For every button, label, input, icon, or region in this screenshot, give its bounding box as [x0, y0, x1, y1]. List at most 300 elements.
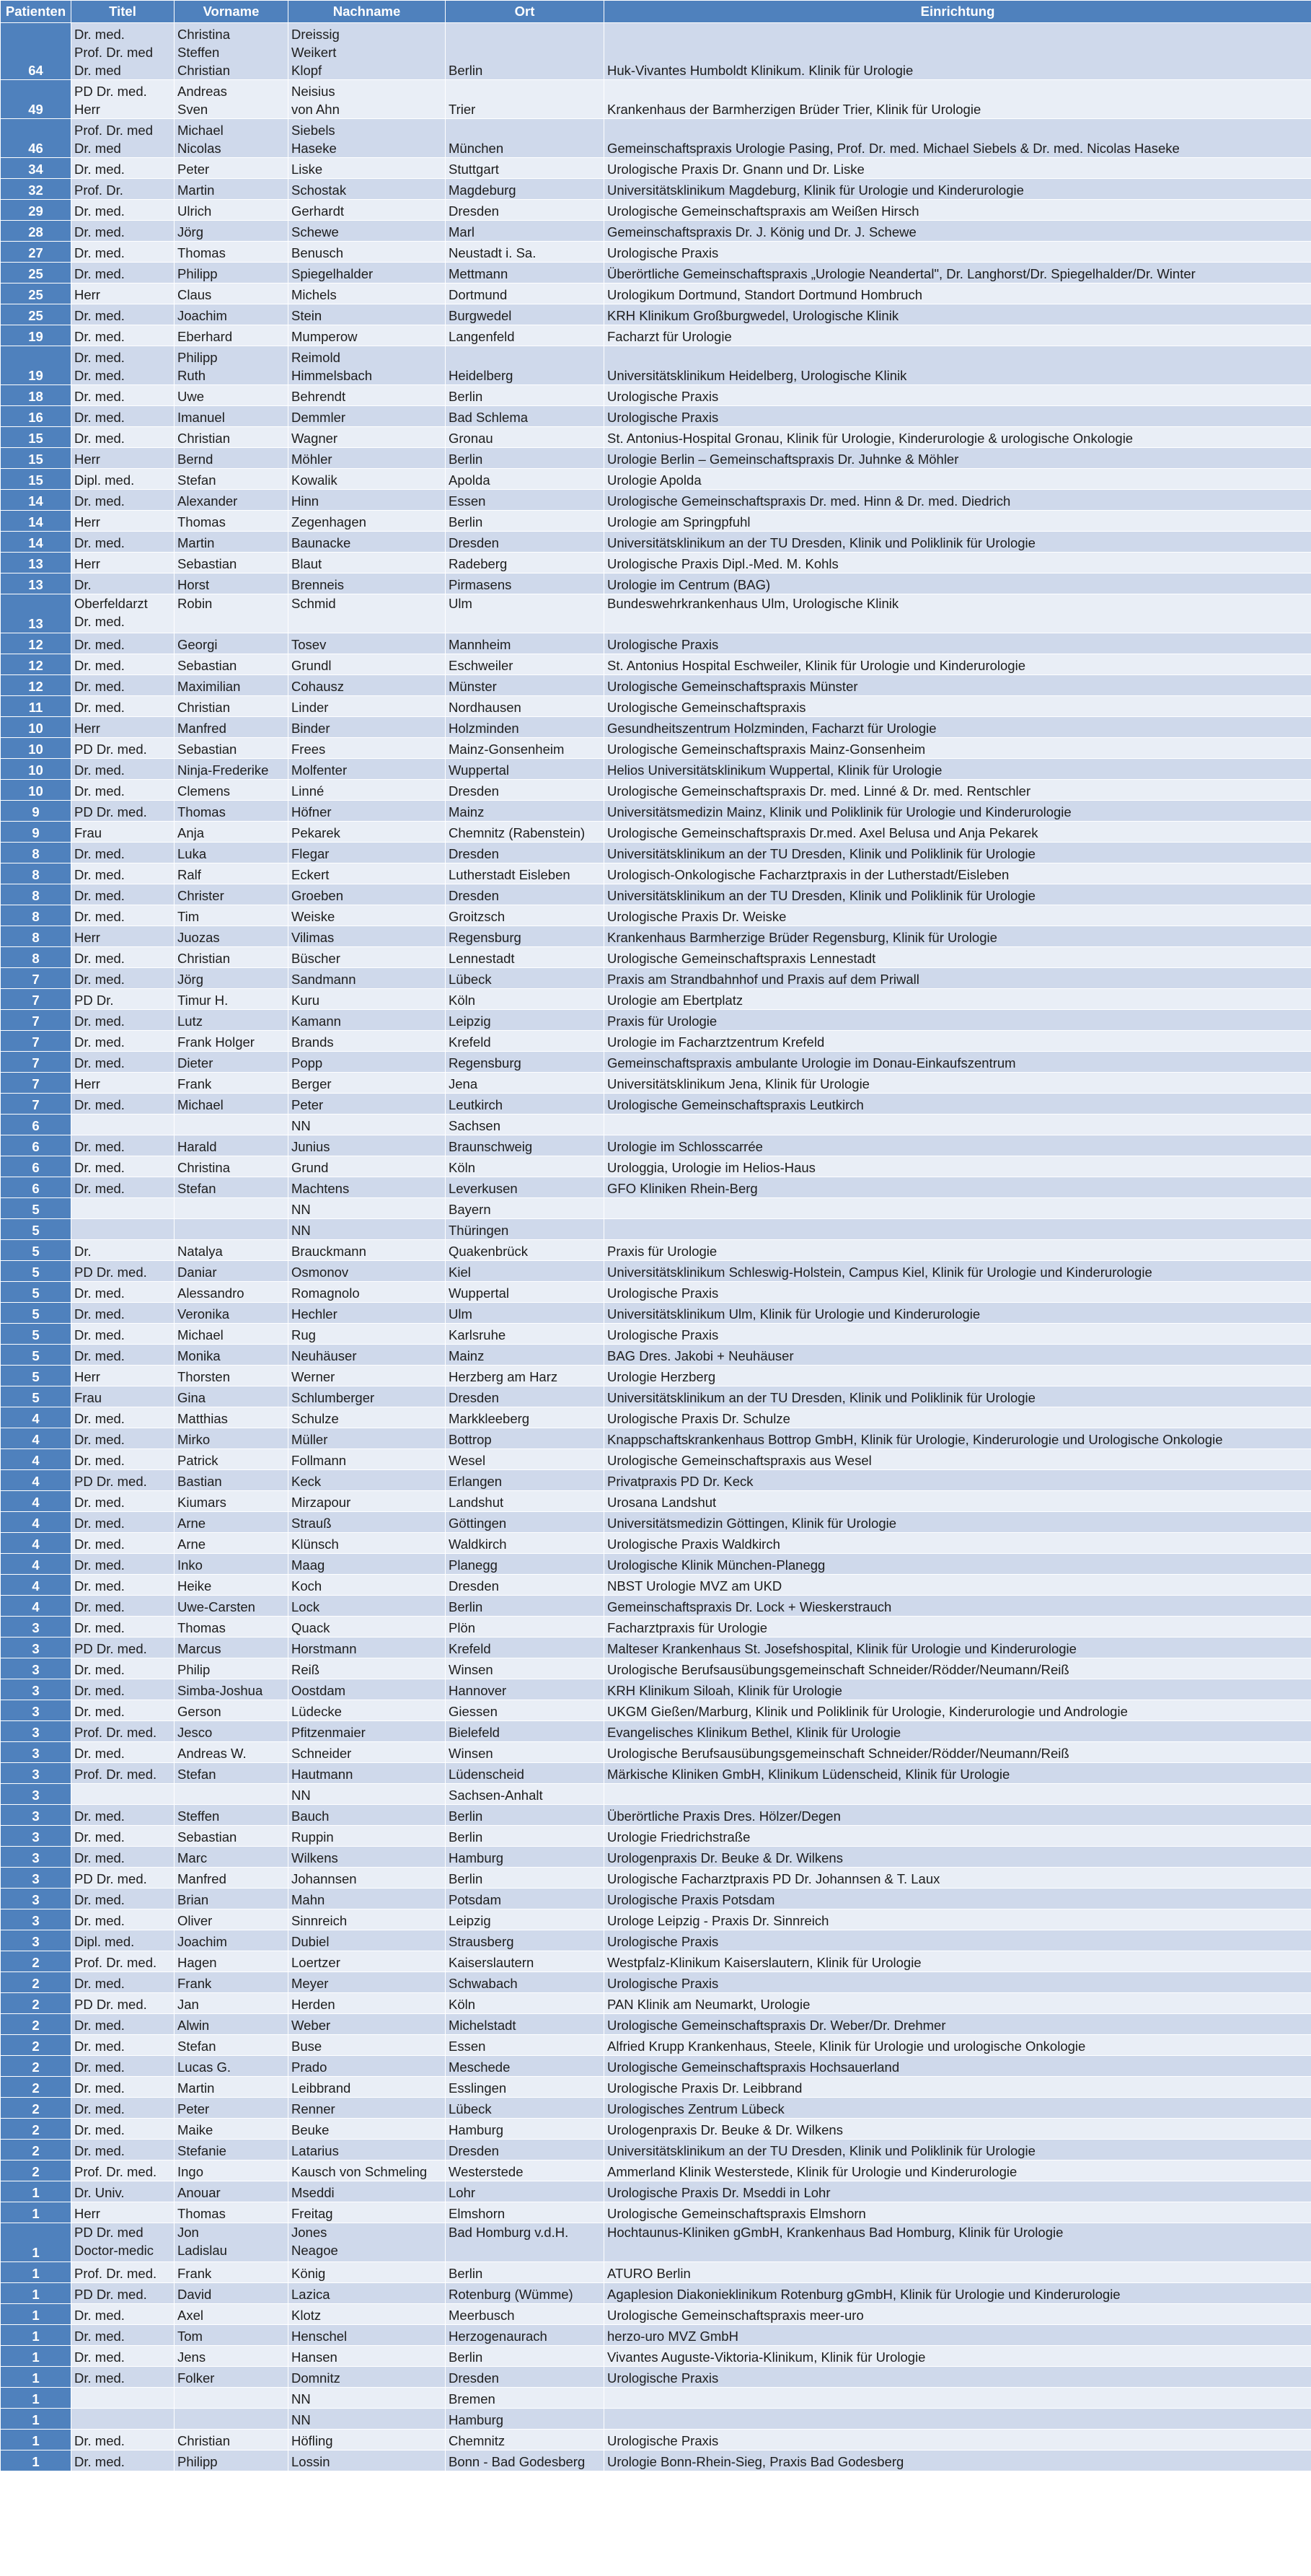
- title-cell: [71, 2056, 175, 2077]
- first-name-cell: [175, 2283, 288, 2304]
- title-cell-line: Dr. med.: [74, 1348, 125, 1363]
- title-cell: [71, 179, 175, 200]
- first-name-cell-line: Frank Holger: [177, 1034, 255, 1050]
- table-row[interactable]: [1, 1972, 1311, 1993]
- table-row[interactable]: [1, 2388, 1311, 2409]
- table-row[interactable]: [1, 633, 1311, 654]
- last-name-cell-line: Eckert: [291, 867, 330, 882]
- last-name-cell: [288, 717, 446, 738]
- header-ort[interactable]: Ort: [446, 1, 604, 23]
- title-cell: [71, 2388, 175, 2409]
- last-name-cell-line: Wagner: [291, 431, 338, 446]
- first-name-cell: [175, 2367, 288, 2388]
- last-name-cell: [288, 1219, 446, 1240]
- institution-cell: Urologie im Facharztzentrum Krefeld: [604, 1031, 1311, 1052]
- first-name-cell: [175, 1658, 288, 1679]
- institution-cell: Urologische Gemeinschaftspraxis meer-uro: [604, 2304, 1311, 2325]
- table-row[interactable]: [1, 2077, 1311, 2098]
- first-name-cell: [175, 738, 288, 759]
- patient-count: 64: [1, 23, 71, 80]
- last-name-cell-line: Herden: [291, 1997, 335, 2012]
- first-name-cell-line: Andreas W.: [177, 1746, 247, 1761]
- table-row[interactable]: [1, 200, 1311, 221]
- table-row[interactable]: [1, 119, 1311, 158]
- patient-count: 7: [1, 1031, 71, 1052]
- title-cell: [71, 1135, 175, 1156]
- title-cell-line: Dr. med.: [74, 308, 125, 323]
- title-cell: [71, 23, 175, 80]
- table-row[interactable]: [1, 1470, 1311, 1491]
- patient-count: 12: [1, 675, 71, 696]
- last-name-cell: [288, 633, 446, 654]
- table-row[interactable]: [1, 490, 1311, 511]
- title-cell: [71, 304, 175, 325]
- institution-cell: Agaplesion Diakonieklinikum Rotenburg gGmbH, Klinik für Urologie und Kinderurologie: [604, 2283, 1311, 2304]
- city-cell: Burgwedel: [446, 304, 604, 325]
- last-name-cell: [288, 1052, 446, 1073]
- table-row[interactable]: [1, 2325, 1311, 2346]
- last-name-cell-line: Höfling: [291, 2433, 333, 2448]
- table-row[interactable]: [1, 1177, 1311, 1198]
- title-cell: [71, 2119, 175, 2140]
- table-row[interactable]: [1, 553, 1311, 573]
- last-name-cell: [288, 1554, 446, 1575]
- table-row[interactable]: [1, 738, 1311, 759]
- table-row[interactable]: [1, 2346, 1311, 2367]
- first-name-cell: [175, 263, 288, 283]
- city-cell: Ulm: [446, 1303, 604, 1324]
- first-name-cell: [175, 200, 288, 221]
- table-row[interactable]: [1, 2430, 1311, 2450]
- first-name-cell: [175, 1219, 288, 1240]
- last-name-cell: [288, 2450, 446, 2471]
- table-row[interactable]: [1, 2283, 1311, 2304]
- table-row[interactable]: [1, 532, 1311, 553]
- table-row[interactable]: [1, 1700, 1311, 1721]
- table-row[interactable]: [1, 1658, 1311, 1679]
- table-row[interactable]: [1, 594, 1311, 633]
- table-row[interactable]: [1, 1449, 1311, 1470]
- table-row[interactable]: [1, 1428, 1311, 1449]
- first-name-cell-line: David: [177, 2287, 212, 2302]
- table-row[interactable]: [1, 654, 1311, 675]
- table-row[interactable]: [1, 385, 1311, 406]
- city-cell: Meerbusch: [446, 2304, 604, 2325]
- title-cell-line: PD Dr. med.: [74, 2287, 147, 2302]
- first-name-cell: [175, 1679, 288, 1700]
- table-row[interactable]: [1, 469, 1311, 490]
- first-name-cell-line: Clemens: [177, 783, 230, 799]
- city-cell: Braunschweig: [446, 1135, 604, 1156]
- table-row[interactable]: [1, 2056, 1311, 2077]
- patient-count: 15: [1, 427, 71, 448]
- patient-count: 5: [1, 1345, 71, 1366]
- city-cell: Leipzig: [446, 1909, 604, 1930]
- table-row[interactable]: [1, 2160, 1311, 2181]
- table-row[interactable]: [1, 1031, 1311, 1052]
- patient-count: 1: [1, 2367, 71, 2388]
- table-row[interactable]: [1, 843, 1311, 863]
- patient-count: 34: [1, 158, 71, 179]
- title-cell: [71, 1366, 175, 1386]
- last-name-cell: [288, 1658, 446, 1679]
- title-cell-line: Dr. med.: [74, 2433, 125, 2448]
- table-row[interactable]: [1, 573, 1311, 594]
- table-row[interactable]: [1, 448, 1311, 469]
- table-row[interactable]: [1, 158, 1311, 179]
- institution-cell: Gemeinschaftspraxis Dr. Lock + Wieskerstrauch: [604, 1596, 1311, 1617]
- title-cell-line: Dr. med.: [74, 1746, 125, 1761]
- title-cell: [71, 469, 175, 490]
- last-name-cell: [288, 1261, 446, 1282]
- title-cell: [71, 2262, 175, 2283]
- title-cell: [71, 594, 175, 633]
- last-name-cell-line: NN: [291, 1118, 311, 1133]
- table-row[interactable]: [1, 1638, 1311, 1658]
- title-cell-line: Dr. med.: [74, 245, 125, 260]
- table-row[interactable]: [1, 263, 1311, 283]
- institution-cell: Gesundheitszentrum Holzminden, Facharzt für Urologie: [604, 717, 1311, 738]
- table-row[interactable]: [1, 2181, 1311, 2202]
- table-row[interactable]: [1, 1721, 1311, 1742]
- table-row[interactable]: [1, 1198, 1311, 1219]
- table-row[interactable]: [1, 1261, 1311, 1282]
- table-row[interactable]: [1, 822, 1311, 843]
- last-name-cell-line: Spiegelhalder: [291, 266, 374, 281]
- table-row[interactable]: [1, 1156, 1311, 1177]
- header-nachname[interactable]: Nachname: [288, 1, 446, 23]
- table-row[interactable]: [1, 1679, 1311, 1700]
- table-row[interactable]: [1, 1951, 1311, 1972]
- city-cell: Quakenbrück: [446, 1240, 604, 1261]
- last-name-cell-line: Osmonov: [291, 1265, 349, 1280]
- first-name-cell-line: Eberhard: [177, 329, 233, 344]
- title-cell-line: Dr. med.: [74, 1537, 125, 1552]
- table-row[interactable]: [1, 675, 1311, 696]
- title-cell-line: Dr. med.: [74, 1327, 125, 1342]
- last-name-cell: [288, 1805, 446, 1826]
- table-row[interactable]: [1, 1930, 1311, 1951]
- last-name-cell: [288, 1010, 446, 1031]
- first-name-cell-line: Thomas: [177, 804, 226, 819]
- table-row[interactable]: [1, 1909, 1311, 1930]
- patient-count: 6: [1, 1177, 71, 1198]
- table-row[interactable]: [1, 406, 1311, 427]
- last-name-cell-line: Grund: [291, 1160, 329, 1175]
- table-row[interactable]: [1, 304, 1311, 325]
- first-name-cell: [175, 905, 288, 926]
- institution-cell: Urologische Gemeinschaftspraxis Hochsauerland: [604, 2056, 1311, 2077]
- city-cell: Elmshorn: [446, 2202, 604, 2223]
- table-row[interactable]: [1, 2450, 1311, 2471]
- first-name-cell-line: Sebastian: [177, 742, 237, 757]
- patient-count: 5: [1, 1324, 71, 1345]
- last-name-cell-line: Keck: [291, 1474, 322, 1489]
- title-cell: [71, 532, 175, 553]
- city-cell: Hamburg: [446, 2119, 604, 2140]
- institution-cell: Universitätsklinikum Ulm, Klinik für Urologie und Kinderurologie: [604, 1303, 1311, 1324]
- patient-count: 25: [1, 304, 71, 325]
- last-name-cell: [288, 385, 446, 406]
- table-row[interactable]: [1, 1386, 1311, 1407]
- table-row[interactable]: [1, 1282, 1311, 1303]
- last-name-cell: [288, 1638, 446, 1658]
- table-row[interactable]: [1, 1742, 1311, 1763]
- last-name-cell-line: Binder: [291, 721, 330, 736]
- table-row[interactable]: [1, 1596, 1311, 1617]
- table-row[interactable]: [1, 1868, 1311, 1889]
- institution-cell: Universitätsklinikum Schleswig-Holstein, Campus Kiel, Klinik für Urologie und Kinderurologie: [604, 1261, 1311, 1282]
- last-name-cell-line: Strauß: [291, 1516, 332, 1531]
- last-name-cell-line: Lazica: [291, 2287, 330, 2302]
- table-row[interactable]: [1, 1533, 1311, 1554]
- first-name-cell-line: Manfred: [177, 721, 226, 736]
- last-name-cell: [288, 1345, 446, 1366]
- table-row[interactable]: [1, 325, 1311, 346]
- table-row[interactable]: [1, 759, 1311, 780]
- institution-cell: Urologische Praxis: [604, 2430, 1311, 2450]
- table-row[interactable]: [1, 1052, 1311, 1073]
- last-name-cell: [288, 1763, 446, 1784]
- table-row[interactable]: [1, 427, 1311, 448]
- table-row[interactable]: [1, 2409, 1311, 2430]
- first-name-cell: [175, 2140, 288, 2160]
- table-row[interactable]: [1, 1826, 1311, 1847]
- table-row[interactable]: [1, 780, 1311, 801]
- institution-cell: Universitätsklinikum an der TU Dresden, Klinik und Poliklinik für Urologie: [604, 2140, 1311, 2160]
- table-row[interactable]: [1, 1135, 1311, 1156]
- table-row[interactable]: [1, 1889, 1311, 1909]
- table-row[interactable]: [1, 1324, 1311, 1345]
- title-cell-line: [74, 2411, 171, 2429]
- header-titel[interactable]: Titel: [71, 1, 175, 23]
- table-row[interactable]: [1, 2202, 1311, 2223]
- institution-cell: BAG Dres. Jakobi + Neuhäuser: [604, 1345, 1311, 1366]
- table-row[interactable]: [1, 179, 1311, 200]
- title-cell-line: Dr. med.: [74, 410, 125, 425]
- title-cell: [71, 1721, 175, 1742]
- table-row[interactable]: [1, 1407, 1311, 1428]
- table-row[interactable]: [1, 2140, 1311, 2160]
- patient-count: 8: [1, 905, 71, 926]
- first-name-cell-line: Martin: [177, 2080, 215, 2096]
- table-row[interactable]: [1, 1219, 1311, 1240]
- table-row[interactable]: [1, 1094, 1311, 1115]
- title-cell-line: Dr. med.: [74, 867, 125, 882]
- table-row[interactable]: [1, 1303, 1311, 1324]
- title-cell: [71, 1115, 175, 1135]
- table-row[interactable]: [1, 346, 1311, 385]
- title-cell: [71, 2160, 175, 2181]
- first-name-cell-line: Thomas: [177, 514, 226, 529]
- table-row[interactable]: [1, 511, 1311, 532]
- last-name-cell: [288, 221, 446, 242]
- table-row[interactable]: [1, 1366, 1311, 1386]
- city-cell: Wuppertal: [446, 1282, 604, 1303]
- table-row[interactable]: [1, 1805, 1311, 1826]
- title-cell-line: Herr: [74, 102, 100, 117]
- table-row[interactable]: [1, 1240, 1311, 1261]
- table-row[interactable]: [1, 884, 1311, 905]
- first-name-cell: [175, 759, 288, 780]
- title-cell-line: Dr. med: [74, 63, 121, 78]
- last-name-cell: [288, 738, 446, 759]
- table-row[interactable]: [1, 2014, 1311, 2035]
- table-row[interactable]: [1, 863, 1311, 884]
- city-cell: Herzogenaurach: [446, 2325, 604, 2346]
- table-row[interactable]: [1, 1784, 1311, 1805]
- table-row[interactable]: [1, 2262, 1311, 2283]
- last-name-cell-line: Quack: [291, 1620, 330, 1635]
- last-name-cell-line: Hinn: [291, 493, 319, 509]
- last-name-cell: [288, 1533, 446, 1554]
- table-row[interactable]: [1, 1115, 1311, 1135]
- header-einrichtung[interactable]: Einrichtung: [604, 1, 1311, 23]
- table-row[interactable]: [1, 2304, 1311, 2325]
- title-cell-line: Dr. med.: [74, 658, 125, 673]
- first-name-cell: [175, 1700, 288, 1721]
- institution-cell: KRH Klinikum Siloah, Klinik für Urologie: [604, 1679, 1311, 1700]
- institution-cell: Urologische Gemeinschaftspraxis am Weißen Hirsch: [604, 200, 1311, 221]
- title-cell-line: Dr. med.: [74, 1160, 125, 1175]
- table-row[interactable]: [1, 221, 1311, 242]
- table-row[interactable]: [1, 2223, 1311, 2262]
- first-name-cell: [175, 1930, 288, 1951]
- first-name-cell-line: [177, 1221, 285, 1239]
- last-name-cell: [288, 1930, 446, 1951]
- first-name-cell-line: Patrick: [177, 1453, 218, 1468]
- last-name-cell-line: Junius: [291, 1139, 330, 1154]
- first-name-cell: [175, 406, 288, 427]
- city-cell: Groitzsch: [446, 905, 604, 926]
- last-name-cell: [288, 1177, 446, 1198]
- institution-cell: Malteser Krankenhaus St. Josefshospital, Klinik für Urologie und Kinderurologie: [604, 1638, 1311, 1658]
- table-row[interactable]: [1, 1512, 1311, 1533]
- last-name-cell-line: Weber: [291, 2018, 331, 2033]
- title-cell: [71, 1930, 175, 1951]
- table-row[interactable]: [1, 1073, 1311, 1094]
- first-name-cell: [175, 2077, 288, 2098]
- city-cell: Sachsen: [446, 1115, 604, 1135]
- first-name-cell-line: Christian: [177, 63, 230, 78]
- table-row[interactable]: [1, 2035, 1311, 2056]
- table-row[interactable]: [1, 2119, 1311, 2140]
- title-cell-line: [74, 1200, 171, 1218]
- title-cell: [71, 553, 175, 573]
- table-row[interactable]: [1, 1847, 1311, 1868]
- table-row[interactable]: [1, 696, 1311, 717]
- institution-cell: Urologie am Springpfuhl: [604, 511, 1311, 532]
- title-cell: [71, 1428, 175, 1449]
- table-row[interactable]: [1, 283, 1311, 304]
- city-cell: Berlin: [446, 1596, 604, 1617]
- table-row[interactable]: [1, 926, 1311, 947]
- title-cell-line: Dr. med.: [74, 762, 125, 778]
- table-row[interactable]: [1, 1993, 1311, 2014]
- table-row[interactable]: [1, 1345, 1311, 1366]
- city-cell: Mainz: [446, 1345, 604, 1366]
- first-name-cell: [175, 1366, 288, 1386]
- title-cell-line: PD Dr. med.: [74, 804, 147, 819]
- first-name-cell-line: Tom: [177, 2329, 203, 2344]
- last-name-cell-line: Lossin: [291, 2454, 330, 2469]
- title-cell: [71, 1261, 175, 1282]
- last-name-cell-line: Brenneis: [291, 577, 345, 592]
- table-row[interactable]: [1, 1763, 1311, 1784]
- title-cell-line: Dr. med.: [74, 203, 125, 219]
- table-row[interactable]: [1, 80, 1311, 119]
- first-name-cell-line: [177, 612, 285, 630]
- last-name-cell: [288, 843, 446, 863]
- last-name-cell-line: Frees: [291, 742, 326, 757]
- table-row[interactable]: [1, 23, 1311, 80]
- last-name-cell-line: Loertzer: [291, 1955, 340, 1970]
- first-name-cell-line: Sven: [177, 102, 208, 117]
- table-row[interactable]: [1, 801, 1311, 822]
- table-row[interactable]: [1, 1554, 1311, 1575]
- table-row[interactable]: [1, 2367, 1311, 2388]
- header-patienten[interactable]: Patienten: [1, 1, 71, 23]
- institution-cell: Urologische Gemeinschaftspraxis Dr. med. Hinn & Dr. med. Diedrich: [604, 490, 1311, 511]
- last-name-cell: [288, 325, 446, 346]
- last-name-cell-line: Pekarek: [291, 825, 340, 840]
- title-cell: [71, 158, 175, 179]
- last-name-cell-line: Popp: [291, 1055, 323, 1071]
- last-name-cell-line: Sinnreich: [291, 1913, 348, 1928]
- table-row[interactable]: [1, 242, 1311, 263]
- first-name-cell-line: Sebastian: [177, 556, 237, 571]
- institution-cell: Urologie Apolda: [604, 469, 1311, 490]
- city-cell: Essen: [446, 490, 604, 511]
- table-row[interactable]: [1, 989, 1311, 1010]
- title-cell: [71, 905, 175, 926]
- patient-count: 3: [1, 1847, 71, 1868]
- table-row[interactable]: [1, 1617, 1311, 1638]
- last-name-cell: [288, 2223, 446, 2262]
- title-cell: [71, 1617, 175, 1638]
- table-row[interactable]: [1, 1491, 1311, 1512]
- patient-count: 27: [1, 242, 71, 263]
- last-name-cell: [288, 511, 446, 532]
- institution-cell: Urologische Praxis: [604, 242, 1311, 263]
- title-cell: [71, 1784, 175, 1805]
- title-cell-line: Dr. med.: [74, 2308, 125, 2323]
- table-row[interactable]: [1, 2098, 1311, 2119]
- last-name-cell: [288, 1617, 446, 1638]
- patient-count: 29: [1, 200, 71, 221]
- first-name-cell: [175, 242, 288, 263]
- table-row[interactable]: [1, 717, 1311, 738]
- title-cell: [71, 1658, 175, 1679]
- last-name-cell-line: Mirzapour: [291, 1495, 351, 1510]
- table-row[interactable]: [1, 947, 1311, 968]
- table-row[interactable]: [1, 1575, 1311, 1596]
- table-row[interactable]: [1, 905, 1311, 926]
- institution-cell: UKGM Gießen/Marburg, Klinik und Poliklinik für Urologie, Kinderurologie und Andrologie: [604, 1700, 1311, 1721]
- city-cell: Berlin: [446, 2346, 604, 2367]
- title-cell-line: PD Dr. med.: [74, 1641, 147, 1656]
- title-cell-line: Dr. med.: [74, 679, 125, 694]
- institution-cell: Universitätsklinikum Heidelberg, Urologische Klinik: [604, 346, 1311, 385]
- city-cell: München: [446, 119, 604, 158]
- title-cell-line: Dr. med.: [74, 2101, 125, 2116]
- table-row[interactable]: [1, 1010, 1311, 1031]
- institution-cell: ATURO Berlin: [604, 2262, 1311, 2283]
- first-name-cell-line: Manfred: [177, 1871, 226, 1886]
- table-row[interactable]: [1, 968, 1311, 989]
- last-name-cell: [288, 905, 446, 926]
- header-vorname[interactable]: Vorname: [175, 1, 288, 23]
